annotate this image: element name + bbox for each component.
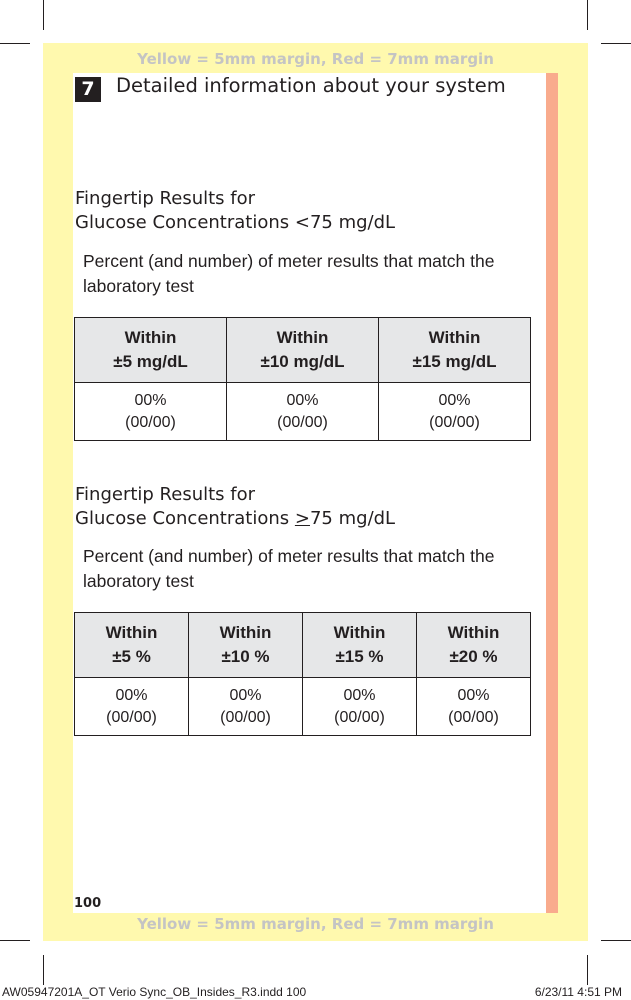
section-high-heading-line1: Fingertip Results for [75, 484, 256, 505]
header-line1: Within [428, 328, 481, 347]
table-cell [227, 383, 379, 441]
table-cell [75, 383, 227, 441]
table-row [75, 383, 531, 441]
column-header [75, 613, 189, 678]
page-number: 100 [74, 896, 102, 911]
cell-count: (00/00) [125, 413, 176, 431]
results-table-low [74, 317, 531, 441]
cell-percent: 00% [134, 391, 167, 409]
cell-percent: 00% [438, 391, 471, 409]
header-line2: ±10 % [221, 647, 270, 666]
crop-mark [587, 955, 588, 985]
column-header [379, 318, 531, 383]
red-margin-band [546, 73, 558, 913]
crop-mark [587, 0, 588, 30]
crop-mark [0, 940, 30, 941]
section-high-heading [75, 483, 395, 531]
table-cell [75, 678, 189, 736]
header-line2: ±5 % [112, 647, 151, 666]
section-high-heading-line2 [75, 507, 395, 531]
cell-percent: 00% [343, 686, 376, 704]
table-cell [189, 678, 303, 736]
crop-mark [43, 955, 44, 985]
header-line2: ±15 mg/dL [412, 352, 497, 371]
header-line2: ±5 mg/dL [113, 352, 188, 371]
column-header [189, 613, 303, 678]
crop-mark [601, 940, 631, 941]
results-table-high [74, 612, 531, 736]
chapter-title: Detailed information about your system [116, 74, 506, 97]
header-line1: Within [105, 623, 158, 642]
slug-file: AW05947201A_OT Verio Sync_OB_Insides_R3.indd 100 [2, 985, 307, 999]
cell-percent: 00% [286, 391, 319, 409]
slug-date: 6/23/11 4:51 PM [534, 985, 622, 999]
table-row [75, 678, 531, 736]
cell-count: (00/00) [448, 708, 499, 726]
table-cell [379, 383, 531, 441]
table-cell [303, 678, 417, 736]
section-low-heading [75, 187, 395, 235]
crop-mark [601, 43, 631, 44]
heading-text: 75 mg/dL [309, 508, 396, 529]
header-line1: Within [447, 623, 500, 642]
heading-text: Glucose Concentrations [75, 508, 295, 529]
greater-or-equal-symbol: > [294, 508, 310, 529]
section-low-subtitle: Percent (and number) of meter results that match the laboratory test [83, 251, 495, 296]
header-line1: Within [124, 328, 177, 347]
crop-mark [43, 0, 44, 30]
section-high-subtitle: Percent (and number) of meter results that match the laboratory test [83, 546, 495, 591]
cell-percent: 00% [229, 686, 262, 704]
column-header [417, 613, 531, 678]
chapter-number-badge: 7 [75, 77, 101, 102]
margin-note-top: Yellow = 5mm margin, Red = 7mm margin [137, 50, 494, 68]
cell-count: (00/00) [334, 708, 385, 726]
header-line2: ±20 % [449, 647, 498, 666]
cell-count: (00/00) [220, 708, 271, 726]
cell-percent: 00% [457, 686, 490, 704]
margin-note-bottom: Yellow = 5mm margin, Red = 7mm margin [137, 915, 494, 933]
cell-count: (00/00) [429, 413, 480, 431]
section-low-heading-line2: Glucose Concentrations <75 mg/dL [75, 212, 396, 233]
column-header [303, 613, 417, 678]
cell-percent: 00% [115, 686, 148, 704]
column-header [227, 318, 379, 383]
column-header [75, 318, 227, 383]
section-low-heading-line1: Fingertip Results for [75, 188, 256, 209]
header-line1: Within [276, 328, 329, 347]
header-line2: ±10 mg/dL [260, 352, 345, 371]
header-line1: Within [333, 623, 386, 642]
header-line2: ±15 % [335, 647, 384, 666]
header-line1: Within [219, 623, 272, 642]
cell-count: (00/00) [277, 413, 328, 431]
table-cell [417, 678, 531, 736]
crop-mark [0, 43, 30, 44]
cell-count: (00/00) [106, 708, 157, 726]
